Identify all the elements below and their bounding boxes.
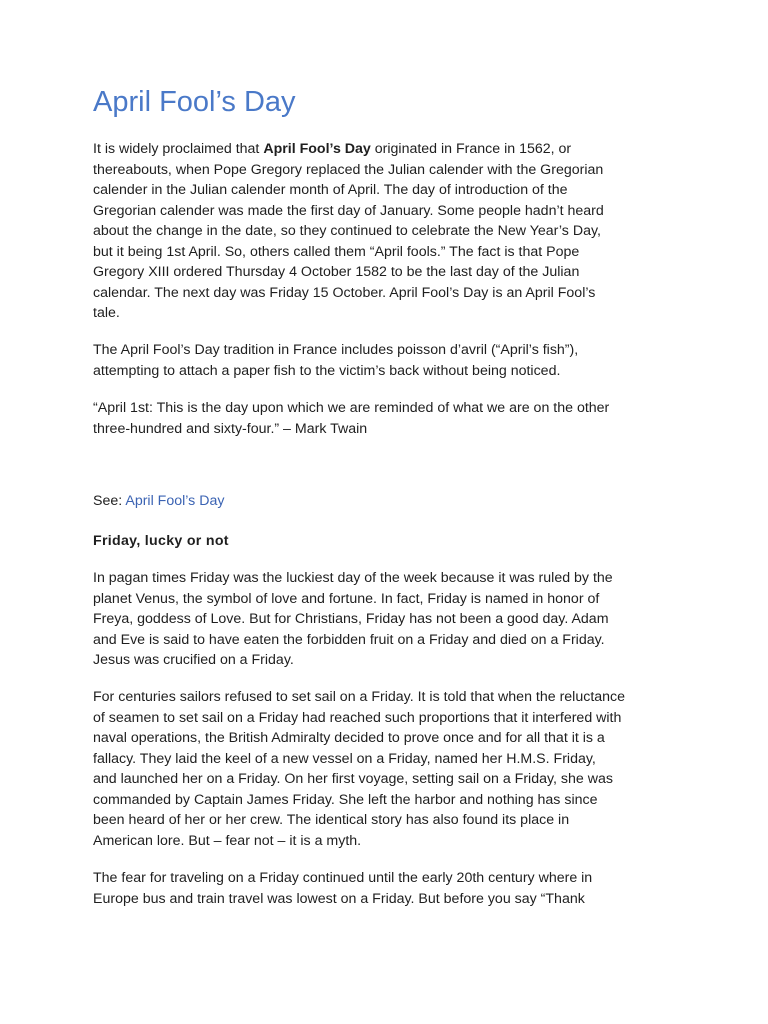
sailors-line: naval operations, the British Admiralty decided to prove once and for all that it is a: [93, 730, 605, 746]
sailors-line: and launched her on a Friday. On her first voyage, setting sail on a Friday, she was: [93, 771, 613, 787]
sailors-line: For centuries sailors refused to set sail on a Friday. It is told that when the reluctance: [93, 689, 626, 705]
pagan-paragraph: [93, 568, 683, 671]
sailors-line: been heard of her or her crew. The identical story has also found its place in: [93, 812, 570, 828]
intro-line: Gregory XIII ordered Thursday 4 October 1582 to be the last day of the Julian: [93, 264, 580, 280]
pagan-line: and Eve is said to have eaten the forbidden fruit on a Friday and died on a Friday.: [93, 631, 605, 648]
intro-bold-term: April Fool’s Day: [263, 141, 371, 157]
sailors-line: American lore. But – fear not – it is a myth.: [93, 832, 362, 849]
sailors-paragraph: [93, 687, 683, 851]
sailors-line: commanded by Captain James Friday. She left the harbor and nothing has since: [93, 791, 598, 808]
april-fools-link[interactable]: April Fool’s Day: [125, 493, 225, 509]
intro-line: tale.: [93, 305, 120, 321]
intro-paragraph: [93, 139, 683, 324]
intro-line: calendar. The next day was Friday 15 October. April Fool’s Day is an April Fool’s: [93, 284, 596, 301]
intro-line: thereabouts, when Pope Gregory replaced the Julian calender with the Gregorian: [93, 161, 604, 178]
intro-line: calender in the Julian calender month of April. The day of introduction of the: [93, 182, 568, 198]
travel-paragraph: [93, 868, 683, 909]
twain-quote: [93, 398, 683, 439]
sailors-line: of seamen to set sail on a Friday had reached such proportions that it interfered with: [93, 709, 622, 726]
quote-line: “April 1st: This is the day upon which we are reminded of what we are on the other: [93, 400, 610, 416]
intro-line-1: [93, 139, 683, 160]
intro-text-start: It is widely proclaimed that: [93, 141, 264, 157]
pagan-line: Jesus was crucified on a Friday.: [93, 652, 294, 668]
see-label: See:: [93, 493, 126, 509]
see-also-line: [93, 491, 683, 512]
tradition-line: attempting to attach a paper fish to the victim’s back without being noticed.: [93, 362, 561, 379]
intro-line: Gregorian calender was made the first day of January. Some people hadn’t heard: [93, 202, 604, 219]
intro-text-end: originated in France in 1562, or: [370, 141, 572, 157]
pagan-line: planet Venus, the symbol of love and fortune. In fact, Friday is named in honor of: [93, 590, 600, 607]
travel-line: The fear for traveling on a Friday continued until the early 20th century where in: [93, 870, 593, 886]
tradition-paragraph: [93, 340, 683, 381]
travel-line: Europe bus and train travel was lowest on a Friday. But before you say “Thank: [93, 890, 585, 907]
see-also: [93, 491, 683, 512]
page-title: April Fool’s Day: [93, 86, 296, 118]
quote-line: three-hundred and sixty-four.” – Mark Twain: [93, 420, 368, 437]
pagan-line: In pagan times Friday was the luckiest day of the week because it was ruled by the: [93, 570, 613, 586]
tradition-line: The April Fool’s Day tradition in France includes poisson d’avril (“April’s fish”),: [93, 342, 579, 358]
intro-line: but it being 1st April. So, others called them “April fools.” The fact is that Pope: [93, 243, 580, 260]
section-heading: Friday, lucky or not: [93, 533, 229, 549]
sailors-line: fallacy. They laid the keel of a new vessel on a Friday, named her H.M.S. Friday,: [93, 750, 596, 767]
intro-line: about the change in the date, so they continued to celebrate the New Year’s Day,: [93, 223, 601, 239]
pagan-line: Freya, goddess of Love. But for Christians, Friday has not been a good day. Adam: [93, 611, 609, 627]
